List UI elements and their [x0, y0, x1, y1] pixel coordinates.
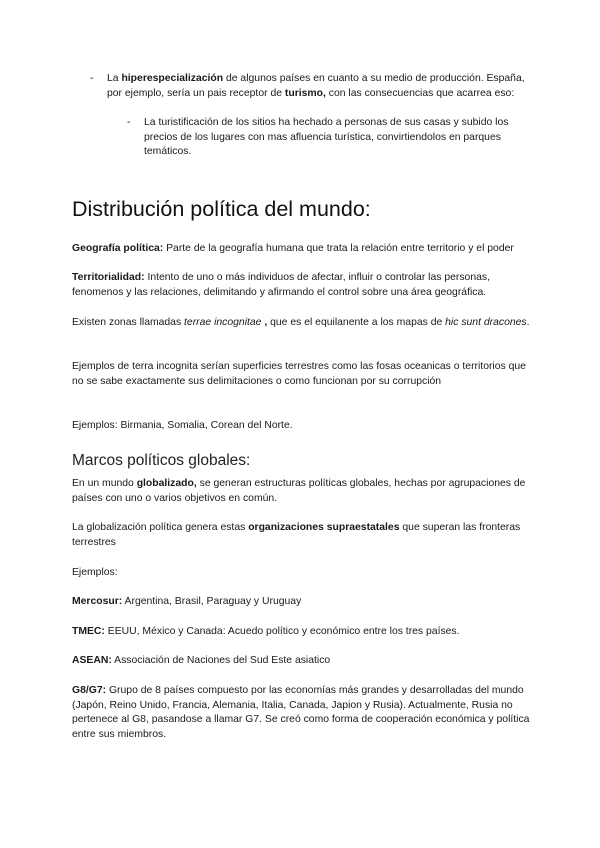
org-g8-g7: G8/G7: Grupo de 8 países compuesto por las economías más grandes y desarrolladas del mundo (Japón, Reino Unido, Francia, Alemania, Italia, Canada, Japion y Rusia). Actualmente, Rusia no pertenece al G8, pasandose a llamar G7. Se creó como forma de cooperación económica y política entre sus miembros. [72, 685, 530, 740]
bullet-item-hiperespecializacion: La hiperespecialización de algunos países en cuanto a su medio de producción. España, por ejemplo, sería un pais receptor de turismo, con las consecuencias que acarrea eso: [107, 73, 525, 99]
paragraph-globalizacion: La globalización política genera estas organizaciones supraestatales que superan las fronteras terrestres [72, 522, 521, 548]
sub-bullet-dash: - [127, 117, 131, 128]
bullet-dash: - [90, 73, 94, 84]
paragraph-ejemplos-terra: Ejemplos de terra incognita serían superficies terrestres como las fosas oceanicas o territorios que no se sabe exactamente sus delimitaciones o como funcionan por su corrupción [72, 361, 526, 387]
paragraph-geografia-politica: Geografía política: Parte de la geografía humana que trata la relación entre territorio y el poder [72, 243, 514, 254]
paragraph-territorialidad: Territorialidad: Intento de uno o más individuos de afectar, influir o controlar las personas, fenomenos y las relaciones, delimitando y afirmando el control sobre una área geográfica. [72, 272, 490, 298]
paragraph-terrae-incognitae: Existen zonas llamadas terrae incognitae , que es el equilanente a los mapas de hic sunt dracones. [72, 317, 530, 328]
org-tmec: TMEC: EEUU, México y Canada: Acuedo político y económico entre los tres países. [72, 626, 460, 637]
heading-distribucion-politica: Distribución política del mundo: [72, 197, 371, 221]
org-asean: ASEAN: Associación de Naciones del Sud Este asiatico [72, 655, 331, 666]
sub-bullet-item-turistificacion: La turistificación de los sitios ha hechado a personas de sus casas y subido los precios de los lugares con mas afluencia turística, convirtiendolos en parques temáticos. [144, 117, 509, 157]
paragraph-globalizado: En un mundo globalizado, se generan estructuras políticas globales, hechas por agrupaciones de países con uno o varios objetivos en común. [72, 478, 526, 504]
paragraph-ejemplos-label: Ejemplos: [72, 567, 118, 578]
paragraph-ejemplos-paises: Ejemplos: Birmania, Somalia, Corean del Norte. [72, 420, 293, 431]
heading-marcos-politicos: Marcos políticos globales: [72, 452, 251, 469]
org-mercosur: Mercosur: Argentina, Brasil, Paraguay y Uruguay [72, 596, 302, 607]
